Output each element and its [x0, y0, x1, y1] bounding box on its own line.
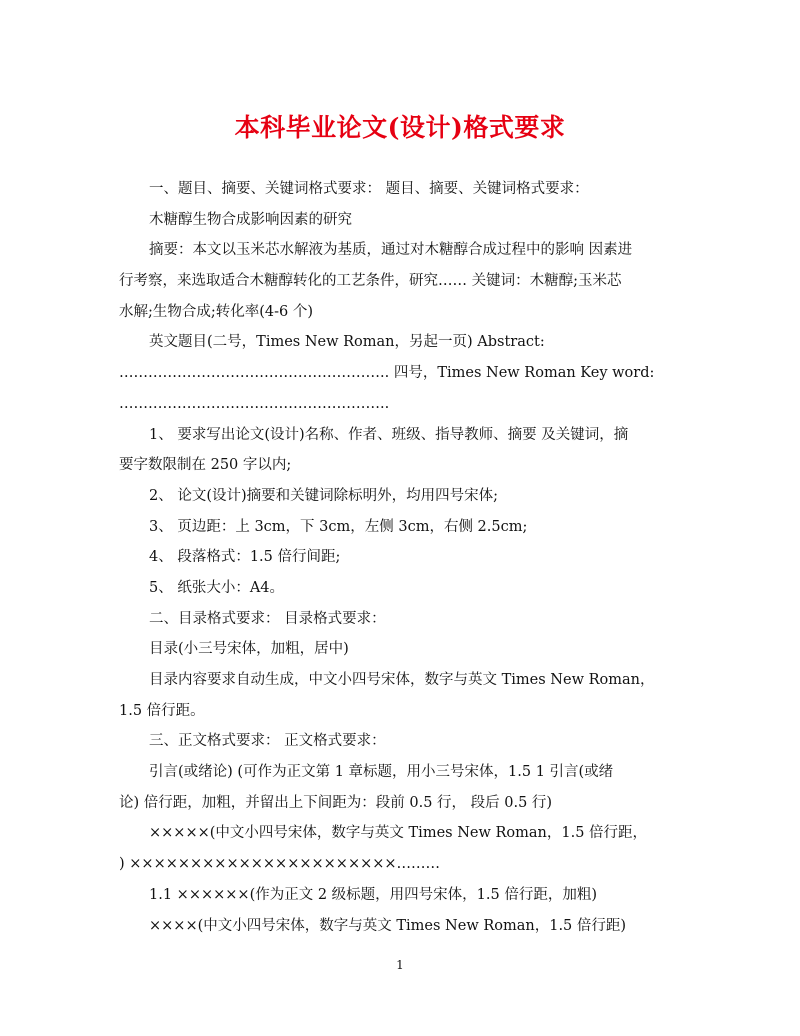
toc-content-line: 目录内容要求自动生成，中文小四号宋体，数字与英文 Times New Roman， — [149, 672, 655, 688]
toc-content-line-continued: 1.5 倍行距。 — [119, 702, 205, 719]
english-title-line: 英文题目(二号，Times New Roman，另起一页) Abstract: — [149, 334, 545, 351]
body-text-format-line: ×××××(中文小四号宋体，数字与英文 Times New Roman，1.5 倍行距， — [149, 825, 648, 842]
requirement-item-4: 4、 段落格式：1.5 倍行间距; — [149, 549, 341, 566]
requirement-item-2: 2、 论文(设计)摘要和关键词除标明外，均用四号宋体; — [149, 487, 499, 504]
abstract-dotted-line: ……………………………………………….. 四号，Times New Roman Key word: — [119, 365, 655, 382]
body-text-placeholder-line: ) ××××××××××××××××××××××……… — [119, 856, 441, 873]
abstract-paragraph-line: 水解;生物合成;转化率(4-6 个) — [119, 303, 314, 320]
page-number: 1 — [396, 958, 404, 972]
subheading-format-line: 1.1 ××××××(作为正文 2 级标题，用四号宋体，1.5 倍行距，加粗) — [149, 886, 597, 903]
requirement-item-1: 1、 要求写出论文(设计)名称、作者、班级、指导教师、摘要 及关键词，摘 — [149, 426, 629, 443]
introduction-format-line-continued: 论) 倍行距，加粗，并留出上下间距为：段前 0.5 行， 段后 0.5 行) — [119, 794, 553, 811]
section-heading-toc: 二、目录格式要求： 目录格式要求： — [149, 610, 386, 627]
keyword-dotted-line: ……………………………………………….. — [119, 395, 390, 412]
introduction-format-line: 引言(或绪论) (可作为正文第 1 章标题，用小三号宋体，1.5 1 引言(或绪 — [149, 764, 614, 781]
example-thesis-title: 木糖醇生物合成影响因素的研究 — [149, 211, 352, 228]
abstract-paragraph-line: 行考察，来选取适合木糖醇转化的工艺条件，研究…… 关键词：木糖醇;玉米芯 — [119, 273, 622, 290]
requirement-item-1-continued: 要字数限制在 250 字以内; — [119, 457, 292, 474]
toc-format-line: 目录(小三号宋体，加粗，居中) — [149, 641, 349, 658]
requirement-item-3: 3、 页边距：上 3cm，下 3cm，左侧 3cm，右侧 2.5cm; — [149, 518, 528, 535]
document-body — [119, 174, 681, 941]
section-heading-body-text: 三、正文格式要求： 正文格式要求： — [149, 733, 386, 750]
requirement-item-5: 5、 纸张大小：A4。 — [149, 579, 285, 596]
document-title: 本科毕业论文(设计)格式要求 — [234, 113, 566, 142]
subheading-body-format-line: ××××(中文小四号宋体，数字与英文 Times New Roman，1.5 倍行距) — [149, 917, 627, 934]
abstract-paragraph-line: 摘要：本文以玉米芯水解液为基质，通过对木糖醇合成过程中的影响 因素进 — [149, 242, 633, 259]
section-heading-title-abstract-keywords: 一、题目、摘要、关键词格式要求： 题目、摘要、关键词格式要求： — [149, 181, 589, 197]
